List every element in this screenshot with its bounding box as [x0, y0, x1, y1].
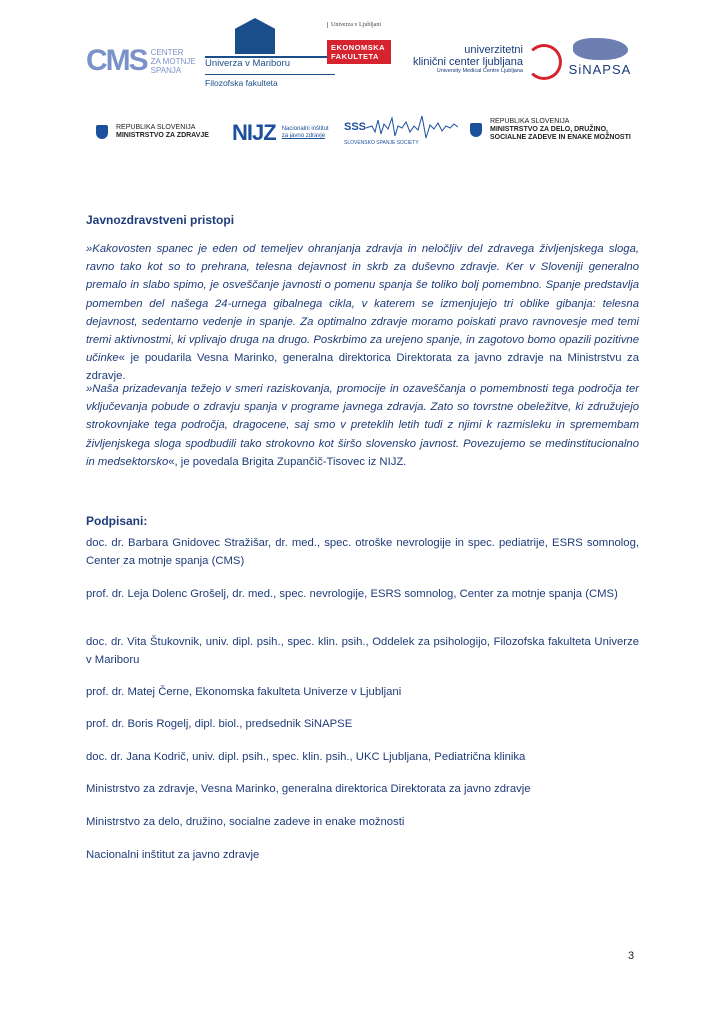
- um-name: Univerza v Mariboru: [205, 58, 290, 69]
- cms-line3: SPANJA: [150, 65, 182, 75]
- signatory-item: Nacionalni inštitut za javno zdravje: [86, 849, 260, 861]
- signatory-item: prof. dr. Leja Dolenc Grošelj, dr. med., spec. nevrologije, ESRS somnolog, Center za motnje spanja (CMS): [86, 588, 618, 600]
- signatory-item: Ministrstvo za zdravje, Vesna Marinko, generalna direktorica Direktorata za javno zdravje: [86, 783, 531, 795]
- sinapsa-logo: [565, 38, 635, 81]
- signatory-item: Ministrstvo za delo, družino, socialne zadeve in enake možnosti: [86, 816, 405, 828]
- slovenia-crest-icon: [470, 123, 482, 137]
- mdd-logo: [470, 118, 631, 142]
- signatory-item: doc. dr. Jana Kodrič, univ. dipl. psih., spec. klin. psih., UKC Ljubljana, Pediatrična klinika: [86, 751, 526, 763]
- sss-logo: [344, 114, 464, 146]
- ukc-line2: klinični center ljubljana: [412, 56, 523, 68]
- mz-line2: MINISTRSTVO ZA ZDRAVJE: [116, 132, 209, 139]
- cms-line2: ZA MOTNJE: [150, 56, 196, 66]
- cms-logo-mark: CMS: [86, 44, 147, 77]
- ef-university: Univerza v Ljubljani: [327, 22, 381, 28]
- signatory-item: prof. dr. Matej Černe, Ekonomska fakulteta Univerze v Ljubljani: [86, 686, 402, 698]
- nijz-line2: za javno zdravje: [281, 133, 326, 139]
- quote2-attribution: «, je povedala Brigita Zupančič-Tisovec iz NIJZ.: [168, 455, 407, 468]
- sinapsa-word: SiNAPSA: [568, 62, 632, 77]
- cms-logo-text: [151, 48, 196, 75]
- signatory-item: prof. dr. Boris Rogelj, dipl. biol., predsednik SiNAPSE: [86, 718, 353, 730]
- page-number: 3: [628, 950, 635, 962]
- sleep-wave-icon: [366, 114, 458, 140]
- slovenia-crest-icon: [96, 125, 108, 139]
- ukc-arc-icon: [526, 44, 562, 80]
- ukc-line1: univerzitetni: [464, 44, 523, 56]
- quote1-italic: »Kakovosten spanec je eden od temeljev ohranjanja zdravja in neločljiv del zdravega življenjskega sloga, ravno tako kot so to prehrana, telesna dejavnost in skrb za duševno zdravje. Ker v Sloveniji generalno premalo in slabo spimo, je osveščanje javnosti o pomenu spanja še toliko bolj pomembno. Spanje predstavlja pomemben del našega 24-urnega gibalnega cikla, v katerem se izmenjujejo tri oblike gibanja: telesna dejavnost, sedentarno vedenje in spanje. Za optimalno zdravje moramo poiskati pravo ravnovesje med temi tremi aktivnostmi, ki vplivajo druga na drugo. Poskrbimo za urejeno spanje, in zagotovo bomo opazili pozitivne učinke: [86, 243, 639, 365]
- quote-paragraph-2: [86, 380, 639, 471]
- sss-mark: SSS: [344, 121, 367, 133]
- section-heading: Javnozdravstveni pristopi: [86, 213, 235, 227]
- ef-line2: FAKULTETA: [331, 52, 379, 61]
- um-building-icon: [235, 18, 275, 54]
- quote2-italic: »Naša prizadevanja težejo v smeri raziskovanja, promocije in ozaveščanja o pomembnosti tega področja ter vključevanja pobude o zdravju spanja v programe javnega zdravja. Zato so tovrstne obeležitve, ki združujejo strokovnjake tega področja, dragocene, saj smo v preteklih letih tudi z njimi k razmisleku in spremembam življenjskega sloga spodbudili tako strokovno kot širšo slovensko javnost. Povezujemo se medinstitucionalno in medsektorsko: [86, 383, 639, 468]
- um-logo: [205, 18, 335, 98]
- mdd-line2: MINISTRSTVO ZA DELO, DRUŽINO,: [490, 126, 608, 133]
- nijz-text: [282, 126, 329, 140]
- mdd-line3: SOCIALNE ZADEVE IN ENAKE MOŽNOSTI: [490, 134, 631, 141]
- sss-label: SLOVENSKO SPANJE SOCIETY: [344, 140, 419, 146]
- ukc-logo: [405, 44, 555, 80]
- mdd-line1: REPUBLIKA SLOVENIJA: [490, 118, 570, 125]
- sinapsa-sub: [565, 77, 635, 81]
- ef-logo: [327, 22, 397, 64]
- ef-badge: [327, 40, 391, 64]
- cms-line1: CENTER: [150, 47, 184, 57]
- mz-line1: REPUBLIKA SLOVENIJA: [116, 124, 196, 131]
- quote1-attribution: « je poudarila Vesna Marinko, generalna direktorica Direktorata za javno zdravje na Ministrstvu za zdravje.: [86, 352, 639, 383]
- quote-paragraph-1: [86, 240, 639, 386]
- nijz-line1: Nacionalni inštitut: [281, 126, 329, 132]
- um-faculty: Filozofska fakulteta: [205, 74, 335, 88]
- ukc-line3: University Medical Centre Ljubljana: [436, 68, 523, 74]
- ef-line1: EKONOMSKA: [331, 43, 386, 52]
- cms-logo: [86, 44, 196, 78]
- signatory-item: doc. dr. Vita Štukovnik, univ. dipl. psih., spec. klin. psih., Oddelek za psihologijo, Filozofska fakulteta Univerze v Mariboru: [86, 636, 639, 667]
- mz-logo: [96, 124, 209, 140]
- slovenia-map-icon: [573, 38, 628, 60]
- signatory-item: doc. dr. Barbara Gnidovec Stražišar, dr. med., spec. otroške nevrologije in spec. pediatrije, ESRS somnolog, Center za motnje spanja (CMS): [86, 537, 639, 568]
- nijz-logo: [232, 120, 329, 146]
- nijz-mark: NIJZ: [232, 120, 276, 145]
- signatories-heading: Podpisani:: [86, 514, 148, 528]
